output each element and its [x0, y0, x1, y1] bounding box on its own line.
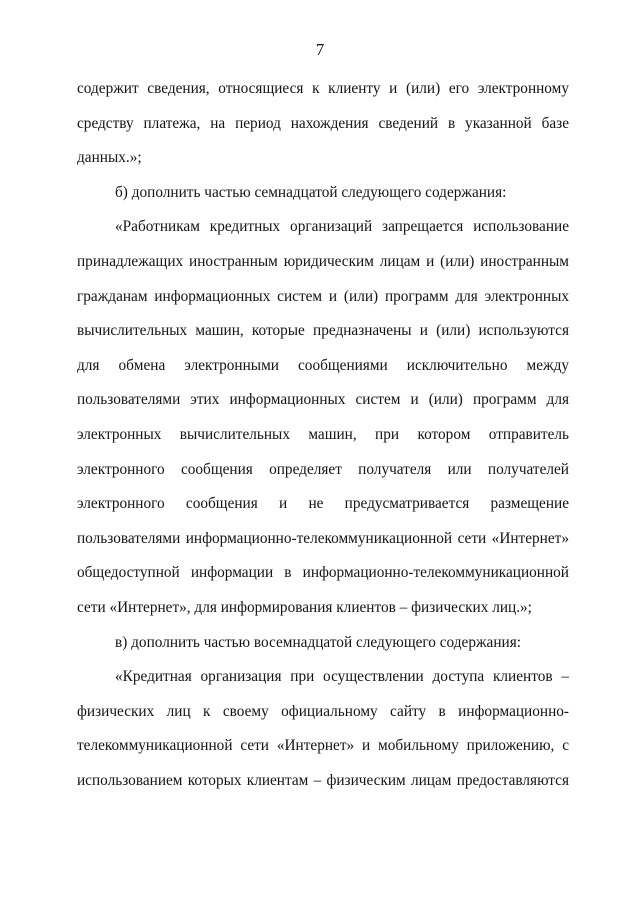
paragraph-continuation: содержит сведения, относящиеся к клиенту и (или) его электронному средству платежа, на период нахождения сведений в указанной базе данных.»; — [77, 80, 569, 167]
page-number: 7 — [315, 40, 325, 59]
paragraph-part-eighteen: «Кредитная организация при осуществлении доступа клиентов – физических лиц к своему официальному сайту в информационно-телекоммуникационной сети «Интернет» и мобильному приложению, с использованием которых клиентам – физическим лицам предоставляются — [77, 668, 569, 789]
document-body — [77, 72, 569, 798]
paragraph-item-b: б) дополнить частью семнадцатой следующего содержания: — [115, 183, 507, 201]
paragraph-item-v: в) дополнить частью восемнадцатой следующего содержания: — [115, 633, 521, 651]
paragraph-part-seventeen: «Работникам кредитных организаций запрещается использование принадлежащих иностранным юридическим лицам и (или) иностранным гражданам информационных систем и (или) программ для электронных вычислительных машин, которые предназначены и (или) используются для обмена электронными сообщениями исключительно между пользователями этих информационных систем и (или) программ для электронных вычислительных машин, при котором отправитель электронного сообщения определяет получателя или получателей электронного сообщения и не предусматривается размещение пользователями информационно-телекоммуникационной сети «Интернет» общедоступной информации в информационно-телекоммуникационной сети «Интернет», для информирования клиентов – физических лиц.»; — [77, 218, 569, 616]
